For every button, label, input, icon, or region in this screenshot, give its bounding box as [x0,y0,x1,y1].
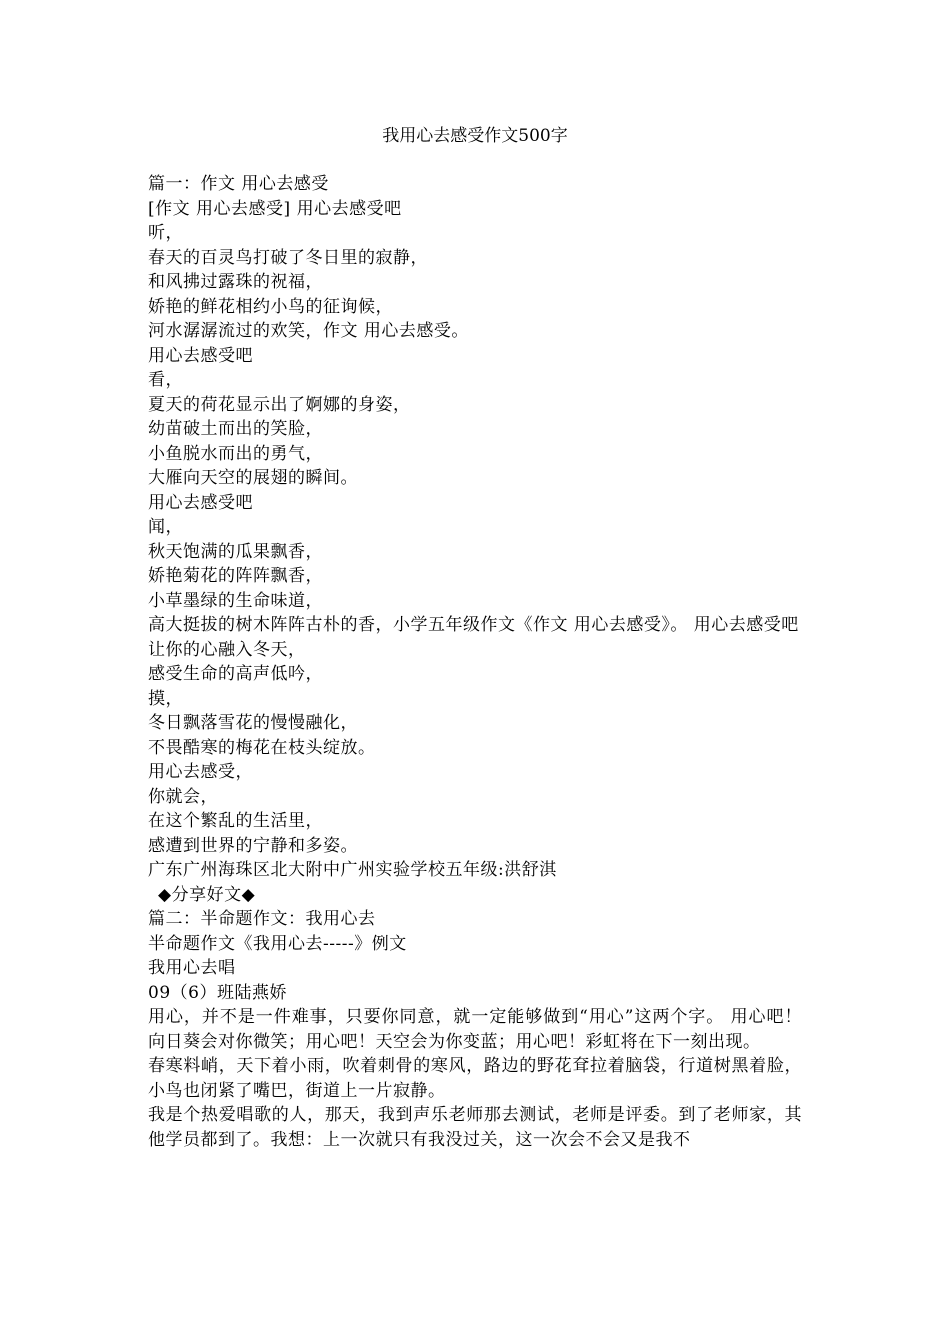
section-heading: 篇二：半命题作文：我用心去 [148,909,376,929]
text-line: 小鱼脱水而出的勇气， [148,443,323,464]
text-line: 夏天的荷花显示出了婀娜的身姿， [148,394,411,415]
text-line: 秋天饱满的瓜果飘香， [148,541,323,562]
text-line: 幼苗破土而出的笑脸， [148,419,323,439]
text-line: 娇艳的鲜花相约小鸟的征询候， [148,296,393,317]
document-body [148,172,802,1152]
text-line: 闻， [148,517,183,537]
text-line: 半命题作文《我用心去-----》例文 [148,933,407,954]
author-line: 广东广州海珠区北大附中广州实验学校五年级:洪舒淇 [148,860,557,880]
text-line: 让你的心融入冬天， [148,639,306,660]
text-paragraph: 春寒料峭，天下着小雨，吹着刺骨的寒风，路边的野花耷拉着脑袋，行道树黑着脸，小鸟也闭紧了嘴巴，街道上一片寂静。 [148,1056,802,1101]
text-line: 大雁向天空的展翅的瞬间。 [148,468,358,488]
share-heading: ◆分享好文◆ [158,884,256,905]
document-title: 我用心去感受作文500字 [382,126,568,146]
text-line: 用心去感受， [148,762,253,782]
text-line: 听， [148,223,183,243]
text-paragraph: 我是个热爱唱歌的人，那天，我到声乐老师那去测试，老师是评委。到了老师家，其他学员都到了。我想：上一次就只有我没过关，这一次会不会又是我不 [148,1105,802,1150]
text-line: 你就会， [148,786,218,807]
text-line: 娇艳菊花的阵阵飘香， [148,566,323,586]
text-line: 用心去感受吧 [148,492,253,513]
text-line: 不畏酷寒的梅花在枝头绽放。 [148,737,376,758]
text-line: 冬日飘落雪花的慢慢融化， [148,713,358,733]
essay-title: 我用心去唱 [148,958,236,978]
text-line: 在这个繁乱的生活里， [148,811,323,831]
text-line: 篇一：作文 用心去感受 [148,174,329,194]
text-line: 和风拂过露珠的祝福， [148,272,323,292]
text-paragraph: 高大挺拔的树木阵阵古朴的香，小学五年级作文《作文 用心去感受》。 用心去感受吧 [148,615,799,635]
text-line: 感受生命的高声低吟， [148,664,323,684]
author-line: 09（6）班陆燕娇 [148,982,287,1003]
text-line: 河水潺潺流过的欢笑，作文 用心去感受。 [148,321,469,341]
text-line: 感遭到世界的宁静和多姿。 [148,835,358,856]
text-line: 摸， [148,688,183,709]
text-line: [作文 用心去感受] 用心去感受吧 [148,198,402,219]
text-paragraph: 用心，并不是一件难事，只要你同意，就一定能够做到“用心”这两个字。 用心吧！向日葵会对你微笑；用心吧！天空会为你变蓝；用心吧！彩虹将在下一刻出现。 [148,1007,802,1052]
text-line: 小草墨绿的生命味道， [148,590,323,611]
text-line: 看， [148,370,183,390]
text-line: 春天的百灵鸟打破了冬日里的寂静， [148,247,428,268]
text-line: 用心去感受吧 [148,345,253,366]
